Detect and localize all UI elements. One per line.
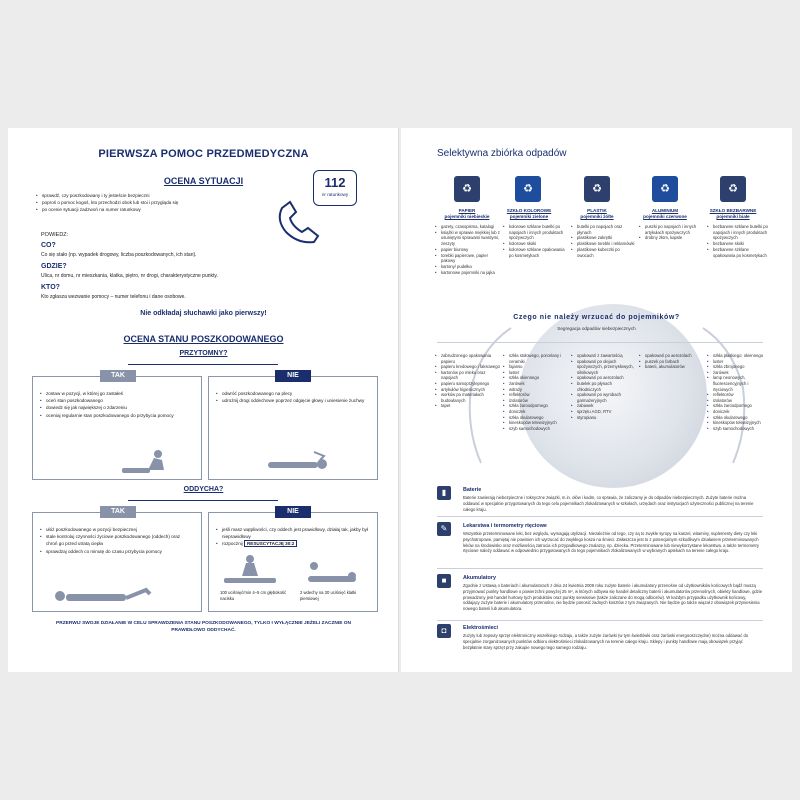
list-item: • baterii, akumulatorów xyxy=(639,364,705,370)
bin-items xyxy=(639,224,705,241)
list-item: • kartony/ pudełka xyxy=(435,264,501,270)
list-item: • plastikowe zakrętki xyxy=(571,235,637,241)
bin-label-sub: pojemniki białe xyxy=(716,214,750,219)
bad-items-column xyxy=(503,353,569,431)
bin-label-title: PAPIER xyxy=(458,208,476,213)
list-item: • izolatorów xyxy=(503,398,569,404)
bad-items-title: Czego nie należy wrzucać do pojemników? xyxy=(513,314,680,321)
oddycha-question: ODDYCHA? xyxy=(183,486,224,493)
list-item: • butelki po napojach oraz płynach xyxy=(571,224,637,235)
list-item: • książki w oprawie miękkiej lub z usuniętymi sprawami twardymi, zeszyty xyxy=(435,230,501,247)
nie-odkladaj-warning: Nie odkładaj słuchawki jako pierwszy! xyxy=(140,310,267,317)
list-item: • izolatorów xyxy=(707,398,769,404)
divider xyxy=(437,620,763,621)
bin-label xyxy=(565,208,629,220)
cpr-caption-1: 100 uciśnięć/min 4–5 cm głębokość nacisku xyxy=(220,590,287,601)
list-item: • doniczek xyxy=(503,409,569,415)
flow-connector xyxy=(128,364,278,365)
emergency-number: 112 xyxy=(324,175,346,190)
list-item: • szyb samochodowych xyxy=(707,426,769,432)
list-item: • stale kontroluj czynności życiowe poszkodowanego (oddech) oraz chroń go przed utratą ciepła xyxy=(40,533,190,547)
info-title: Akumulatory xyxy=(463,575,496,581)
section-heading-ocena-sytuacji: OCENA SYTUACJI xyxy=(163,176,244,186)
head-tilt-icon xyxy=(258,446,338,474)
nie-tag: NIE xyxy=(275,506,311,518)
list-item: • zostaw w pozycji, w której go zastałeś xyxy=(40,390,190,397)
list-item: • opakowań po aerozolach xyxy=(639,353,705,359)
list-item: • jeśli masz wątpliwości, czy oddech jest prawidłowy, działaj tak, jakby był nieprawidłowy xyxy=(216,526,372,540)
list-item: • udrożnij drogi oddechowe poprzez odgięcie głowy i uniesienie żuchwy xyxy=(216,397,372,404)
info-body: Zgodnie z Ustawą o bateriach i akumulatorach z dnia 24 kwietnia 2009 roku zużyte baterie i akumulatory przenośne od użytkowników końcowych bądź muszą przyjmować punkty handlowe o powierzchni powyżej 25 m², w których odbywa się handel detaliczny baterii i akumulatorów przenośnych, obiekty handlowe, gdzie prowadzony jest handel hurtowy tych produktów oraz punkty serwisowe (także zaliczane do mogą odbiorów). W każdym przypadku użytkownik końcowy, oddający zużyte baterie i akumulatory przenośne, nie będzie ponosić żadnych kosztów z tym związanych. Nie będzie go także wiązał z obowiązek przyniesienia nowego baterii lub akumulatora. xyxy=(463,583,763,612)
nie1-bullets xyxy=(216,390,372,404)
page-title: PIERWSZA POMOC PRZEDMEDYCZNA xyxy=(98,148,309,160)
list-item: • drobny złom, kapsle xyxy=(639,235,705,241)
bad-items-subtitle: Segregacja odpadów niebezpiecznych xyxy=(557,326,636,331)
list-item: • bezbarwne słoiki xyxy=(707,241,769,247)
list-item: • sprzętu AGD, RTV xyxy=(571,409,637,415)
list-item: • puszki po napojach i innych artykułach spożywczych xyxy=(639,224,705,235)
list-item: • dowiedz się jak największej o zdarzeniu xyxy=(40,404,190,411)
list-item: • kineskopów telewizyjnych xyxy=(503,420,569,426)
list-item: • luster xyxy=(503,370,569,376)
list-item: • plastikowe torebki i reklamówki xyxy=(571,241,637,247)
list-item: • żarówek xyxy=(503,381,569,387)
bad-items-column xyxy=(707,353,769,431)
recycle-bin-icon: ♻ xyxy=(454,176,480,202)
bin-label xyxy=(701,208,765,220)
list-item: • szkła okularowego xyxy=(707,415,769,421)
list-item: • oceniaj regularnie stan poszkodowanego do przybycia pomocy xyxy=(40,412,190,419)
list-item: • szkła zbrojonego xyxy=(707,364,769,370)
right-page xyxy=(401,128,792,672)
bad-items-column xyxy=(571,353,637,420)
recycle-bin-icon: ♻ xyxy=(652,176,678,202)
qa-question: CO? xyxy=(41,242,56,249)
electronics-icon: ◘ xyxy=(437,624,451,638)
left-page xyxy=(8,128,399,672)
qa-answer: Ulica, nr domu, nr mieszkania, klatka, piętro, nr drogi, charakterystyczne punkty. xyxy=(41,273,218,279)
list-item: • kartonowe pojemniki na jajka xyxy=(435,270,501,276)
list-item: • gazety, czasopisma, katalogi xyxy=(435,224,501,230)
bin-items xyxy=(503,224,569,258)
list-item: • zabawek xyxy=(571,403,637,409)
bad-items-column xyxy=(639,353,705,370)
bin-label-title: PLASTIK xyxy=(587,208,607,213)
list-item: • żarówek xyxy=(707,370,769,376)
list-item: • luster xyxy=(707,359,769,365)
bin-label-sub: pojemniki czerwone xyxy=(643,214,687,219)
divider xyxy=(437,342,763,343)
rescuer-kneeling-icon xyxy=(118,448,178,476)
recovery-position-icon xyxy=(48,580,158,606)
nie-tag: NIE xyxy=(275,370,311,382)
przytomny-question: PRZYTOMNY? xyxy=(179,350,228,357)
bin-items xyxy=(707,224,769,258)
list-item: • szkła okularowego xyxy=(503,415,569,421)
footer-warning: PRZERWIJ SWOJE DZIAŁANIE W CELU SPRAWDZENIA STANU POSZKODOWANEGO, TYLKO I WYŁĄCZNIE JEŻELI ZACZNIE ON PRAWIDŁOWO ODDYCHAĆ. xyxy=(56,621,351,633)
list-item: • plastikowe kubeczki po owocach xyxy=(571,247,637,258)
info-body: Baterie zawierają niebezpieczne i toksyczne związki, m.in. ołów i kadm, co sprawia, że zaliczamy je do odpadów niebezpiecznych. Zużyte baterie można oddawać w specjalnie przygotowanych do tego celu pojemnikach zlokalizowanych w szkołach, urzędach oraz instytucjach użyteczności publicznej na terenie całego kraju. xyxy=(463,495,754,512)
list-item: • fajansu xyxy=(503,364,569,370)
bin-label-title: SZKŁO KOLOROWE xyxy=(506,208,552,213)
powiedz-label: POWIEDZ: xyxy=(41,232,69,238)
cpr-compression-icon xyxy=(220,554,280,586)
qa-question: KTO? xyxy=(41,284,60,291)
recycle-bin-icon: ♻ xyxy=(584,176,610,202)
bin-items xyxy=(435,224,501,275)
bin-label-title: SZKŁO BEZBARWNE xyxy=(709,208,757,213)
page-title: Selektywna zbiórka odpadów xyxy=(437,148,567,159)
list-item: • szkła okiennego xyxy=(503,375,569,381)
list-item: • reflektorów xyxy=(707,392,769,398)
tak2-bullets xyxy=(40,526,190,555)
bin-label xyxy=(497,208,561,220)
list-item: • papieru samoprzylepnego xyxy=(435,381,501,387)
list-item: • opakowań po aerozolach xyxy=(571,375,637,381)
list-item: • styropianu xyxy=(571,415,637,421)
list-item: • sprawdzaj oddech co minutę do czasu przybycia pomocy xyxy=(40,548,190,555)
list-item: • torebki papierowe, papier pakowy xyxy=(435,253,501,264)
list-item: • kolorowe słoiki xyxy=(503,241,569,247)
tak1-bullets xyxy=(40,390,190,419)
list-item: • opakowań po wyrobach garmażeryjnych xyxy=(571,392,637,403)
bin-label-title: ALUMINIUM xyxy=(651,208,679,213)
list-item: • bezbarwne szklane butelki po napojach i innych produktach spożywczych xyxy=(707,224,769,241)
list-item: • opakowań z zawartością xyxy=(571,353,637,359)
list-item: • bezbarwne szklane opakowania po kosmetykach xyxy=(707,247,769,258)
list-item: • kartonów po mleku oraz napojach xyxy=(435,370,501,381)
info-title: Elektrośmieci xyxy=(463,625,499,631)
list-item: • szkła żaroodpornego xyxy=(707,403,769,409)
emergency-number-box xyxy=(313,170,357,206)
info-body: Wszystkie przeterminowane leki, bez względu, wymagają utylizacji. Niezależnie od tego, czy są to zwykłe syropy na kaszel, witaminy, suplementy diety czy leki psychotropowe, pamiętaj nie powinien ich wyrzucać do zwykłego kosza na śmieci. Zwłaszcza jest to z potencjalnym szkodliwym działaniem przeterminowanych leków na środowisko oraz możliwością zatrucia ich przypadkowego znalazcy, np. dziecka. Przeterminowane lub niewykorzystane lekarstwa, a także termometry rtęciowe należy oddawać w odpowiednio przygotowanych do tego pojemnikach zlokalizowanych w wybranych aptekach na terenie całego kraju. xyxy=(463,531,759,554)
emergency-number-caption: nr ratunkowy xyxy=(321,192,349,197)
rescue-breath-icon xyxy=(300,558,360,586)
cpr-caption-2: 2 wdechy na 30 uciśnięć klatki piersiowej xyxy=(300,590,357,601)
sytuacja-bullets xyxy=(36,192,286,214)
list-item: • szkła stołowego, porcelany i ceramiki xyxy=(503,353,569,364)
list-item: • odwróć poszkodowanego na plecy xyxy=(216,390,372,397)
bin-items xyxy=(571,224,637,258)
list-item: • tapet xyxy=(435,403,501,409)
battery-icon: ▮ xyxy=(437,486,451,500)
list-item: • szkła płaskiego: okiennego xyxy=(707,353,769,359)
bad-items-column xyxy=(435,353,501,409)
list-item: • szyb samochodowych xyxy=(503,426,569,432)
tak-tag: TAK xyxy=(100,506,136,518)
list-item: • opakowań po olejach spożywczych, przemysłowych, silnikowych xyxy=(571,359,637,376)
bin-label-sub: pojemniki niebieskie xyxy=(444,214,490,219)
resuscytacja-badge: RESUSCYTACJĘ 30:2 xyxy=(244,540,297,547)
list-item: • poproś o pomoc kogoś, kto przechodzi obok lub stoi i przygląda się xyxy=(36,199,286,206)
divider xyxy=(437,516,763,517)
qa-answer: Kto zgłasza wezwanie pomocy – numer telefonu i dane osobowe. xyxy=(41,294,186,300)
list-item: • papier biurowy xyxy=(435,247,501,253)
list-item: • kolorowe szklane opakowania po kosmetykach xyxy=(503,247,569,258)
section-heading-ocena-stanu: OCENA STANU POSZKODOWANEGO xyxy=(123,334,284,344)
list-item xyxy=(216,540,372,547)
bin-label xyxy=(435,208,499,220)
list-item: • sprawdź, czy poszkodowany i ty jesteście bezpieczni xyxy=(36,192,286,199)
list-item: • doniczek xyxy=(707,409,769,415)
recycle-bin-icon: ♻ xyxy=(720,176,746,202)
accumulator-icon: ■ xyxy=(437,574,451,588)
list-item: • reflektorów xyxy=(503,392,569,398)
divider xyxy=(437,568,763,569)
list-item: • puszek po farbach xyxy=(639,359,705,365)
list-item: • witraży xyxy=(503,387,569,393)
list-item: • szkła żaroodpornego xyxy=(503,403,569,409)
list-item: • butelek po płynach chłodniczych xyxy=(571,381,637,392)
qa-answer: Co się stało (np. wypadek drogowy, liczba poszkodowanych, ich stan). xyxy=(41,252,197,258)
list-item: • lamp neonowych, fluorescencyjnych i rtęciowych xyxy=(707,375,769,392)
bin-label-sub: pojemniki żółte xyxy=(580,214,614,219)
tak-tag: TAK xyxy=(100,370,136,382)
flow-connector xyxy=(128,500,278,501)
bin-label-sub: pojemniki zielone xyxy=(509,214,549,219)
info-title: Baterie xyxy=(463,487,482,493)
list-item: • po ocenie sytuacji zadzwoń na numer ratunkowy xyxy=(36,206,286,213)
qa-question: GDZIE? xyxy=(41,263,67,270)
list-item: • ułóż poszkodowanego w pozycji bezpiecznej xyxy=(40,526,190,533)
list-item: • kineskopów telewizyjnych xyxy=(707,420,769,426)
info-body: Zużyty lub zepsuty sprzęt elektroniczny wszelkiego rodzaju, a także zużyte żarówki (w tym świetlówki oraz żarówki energooszczędne) można oddawać do specjalnie zorganizowanych punktów odbioru elektrośmieci zlokalizowanych na terenie całego kraju. Sklepy i punkty handlowe mają obowiązek przyjąć bezpłatnie stary sprzęt przy zakupie nowego tego samego rodzaju. xyxy=(463,633,749,650)
list-item: • oceń stan poszkodowanego xyxy=(40,397,190,404)
list-item: • zabrudzonego opakowania papieru xyxy=(435,353,501,364)
list-item: • kolorowe szklane butelki po napojach i innych produktach spożywczych xyxy=(503,224,569,241)
list-item: • artykułów higienicznych xyxy=(435,387,501,393)
bin-label xyxy=(633,208,697,220)
list-item: • papieru kredowego i faksowego xyxy=(435,364,501,370)
info-title: Lekarstwa i termometry rtęciowe xyxy=(463,523,547,529)
list-item: • worków po materiałach budowlanych xyxy=(435,392,501,403)
recycle-bin-icon: ♻ xyxy=(515,176,541,202)
nie2-bullets xyxy=(216,526,372,548)
medicine-icon: ✎ xyxy=(437,522,451,536)
list-item-text: rozpocznij xyxy=(222,541,243,547)
